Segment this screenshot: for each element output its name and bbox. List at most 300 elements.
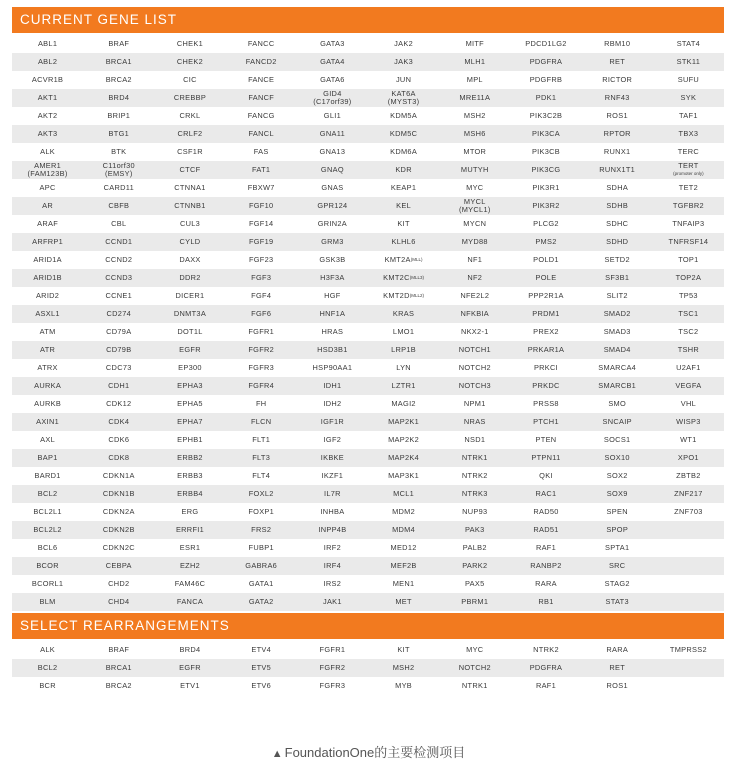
gene-cell: IDH1 [297,377,368,395]
rearrangement-gene-cell: ETV6 [226,677,297,695]
gene-cell: CCND1 [83,233,154,251]
gene-cell: ABL2 [12,53,83,71]
gene-cell: FGFR2 [226,341,297,359]
gene-cell: SDHA [582,179,653,197]
rearrangement-gene-cell: ROS1 [582,677,653,695]
gene-cell: CDH1 [83,377,154,395]
gene-cell: MAGI2 [368,395,439,413]
gene-cell: CDK4 [83,413,154,431]
gene-cell: ERRFI1 [154,521,225,539]
gene-cell: CIC [154,71,225,89]
gene-cell: BCL6 [12,539,83,557]
gene-cell: RAD51 [510,521,581,539]
gene-cell: TERT (promoter only) [653,161,724,179]
gene-cell: NOTCH2 [439,359,510,377]
gene-cell: IDH2 [297,395,368,413]
gene-panel [12,7,724,695]
gene-cell: FLT4 [226,467,297,485]
gene-cell: SDHB [582,197,653,215]
gene-cell: CHD4 [83,593,154,611]
gene-cell: MYCL (MYCL1) [439,197,510,215]
gene-cell: PIK3CA [510,125,581,143]
rearrangement-gene-cell: FGFR1 [297,641,368,659]
gene-cell: BRAF [83,35,154,53]
gene-cell: FANCD2 [226,53,297,71]
gene-cell: SNCAIP [582,413,653,431]
gene-cell: PTEN [510,431,581,449]
gene-cell: INPP4B [297,521,368,539]
gene-cell: IKZF1 [297,467,368,485]
gene-cell: AXL [12,431,83,449]
gene-cell: FGF19 [226,233,297,251]
gene-cell: ERBB4 [154,485,225,503]
gene-cell: BTK [83,143,154,161]
rearrangement-gene-cell: ETV1 [154,677,225,695]
gene-cell: VHL [653,395,724,413]
gene-cell: CDKN2A [83,503,154,521]
gene-cell: EPHA3 [154,377,225,395]
rearrangement-gene-cell: RAF1 [510,677,581,695]
gene-cell: RET [582,53,653,71]
gene-cell: EZH2 [154,557,225,575]
gene-cell: KAT6A (MYST3) [368,89,439,107]
gene-cell: MYCN [439,215,510,233]
gene-cell: FRS2 [226,521,297,539]
gene-cell: BARD1 [12,467,83,485]
gene-cell: CRKL [154,107,225,125]
gene-cell: U2AF1 [653,359,724,377]
gene-cell: FGF23 [226,251,297,269]
gene-cell: CHEK2 [154,53,225,71]
gene-cell: CDC73 [83,359,154,377]
gene-cell: PIK3CG [510,161,581,179]
gene-cell: TBX3 [653,125,724,143]
rearrangement-gene-cell: MYB [368,677,439,695]
gene-cell: TNFRSF14 [653,233,724,251]
gene-cell: FGF4 [226,287,297,305]
gene-cell: TERC [653,143,724,161]
gene-cell: ZNF217 [653,485,724,503]
gene-cell: FLCN [226,413,297,431]
gene-cell: PDCD1LG2 [510,35,581,53]
rearrangement-gene-cell: BRD4 [154,641,225,659]
gene-cell: HGF [297,287,368,305]
gene-cell: PARK2 [439,557,510,575]
gene-cell: MTOR [439,143,510,161]
gene-cell: PRKAR1A [510,341,581,359]
gene-cell: MDM4 [368,521,439,539]
gene-cell: VEGFA [653,377,724,395]
gene-cell: SRC [582,557,653,575]
gene-cell: CDKN2B [83,521,154,539]
gene-cell: FGF14 [226,215,297,233]
gene-cell: ARID1B [12,269,83,287]
gene-cell: MSH6 [439,125,510,143]
gene-cell: DNMT3A [154,305,225,323]
gene-cell: ARID2 [12,287,83,305]
gene-cell: LRP1B [368,341,439,359]
gene-cell: FOXL2 [226,485,297,503]
gene-cell: PBRM1 [439,593,510,611]
gene-cell: NKX2-1 [439,323,510,341]
rearrangement-gene-cell: BRCA2 [83,677,154,695]
rearrangements-grid [12,641,724,695]
gene-cell: POLD1 [510,251,581,269]
gene-cell: BTG1 [83,125,154,143]
gene-cell: IRF2 [297,539,368,557]
gene-cell: NOTCH1 [439,341,510,359]
gene-cell: BAP1 [12,449,83,467]
gene-cell: RAF1 [510,539,581,557]
gene-cell: MEF2B [368,557,439,575]
gene-cell: CREBBP [154,89,225,107]
gene-cell: TOP1 [653,251,724,269]
gene-cell: HSP90AA1 [297,359,368,377]
rearrangement-gene-cell: MSH2 [368,659,439,677]
gene-cell: NPM1 [439,395,510,413]
gene-cell: AXIN1 [12,413,83,431]
gene-cell: SOCS1 [582,431,653,449]
gene-cell: JUN [368,71,439,89]
gene-cell: IGF1R [297,413,368,431]
current-gene-list-header: CURRENT GENE LIST [12,7,724,33]
gene-cell: GATA4 [297,53,368,71]
gene-cell: EPHA5 [154,395,225,413]
gene-cell: CCND3 [83,269,154,287]
gene-cell: CYLD [154,233,225,251]
gene-cell: ACVR1B [12,71,83,89]
gene-cell: IRF4 [297,557,368,575]
gene-cell: FANCE [226,71,297,89]
gene-cell: RPTOR [582,125,653,143]
gene-cell: SPOP [582,521,653,539]
gene-cell: PTCH1 [510,413,581,431]
gene-empty-cell [653,593,724,611]
gene-cell: CBL [83,215,154,233]
gene-cell: STAT3 [582,593,653,611]
rearrangement-gene-cell: BCR [12,677,83,695]
gene-cell: SMAD2 [582,305,653,323]
gene-cell: BCL2L1 [12,503,83,521]
rearrangement-gene-cell: NTRK2 [510,641,581,659]
gene-cell: BRIP1 [83,107,154,125]
gene-cell: SMO [582,395,653,413]
gene-cell: BCL2 [12,485,83,503]
gene-cell: ESR1 [154,539,225,557]
gene-cell: RB1 [510,593,581,611]
rearrangement-gene-cell: RET [582,659,653,677]
rearrangement-gene-cell: MYC [439,641,510,659]
gene-cell: ALK [12,143,83,161]
gene-cell: PREX2 [510,323,581,341]
gene-cell: PIK3C2B [510,107,581,125]
gene-cell: GRM3 [297,233,368,251]
gene-cell: MLH1 [439,53,510,71]
gene-cell: KLHL6 [368,233,439,251]
gene-cell: CDKN1A [83,467,154,485]
gene-cell: SUFU [653,71,724,89]
gene-cell: TAF1 [653,107,724,125]
rearrangement-gene-empty-cell [653,677,724,695]
gene-cell: KRAS [368,305,439,323]
gene-cell: FUBP1 [226,539,297,557]
gene-cell: KDR [368,161,439,179]
gene-cell: ROS1 [582,107,653,125]
gene-cell: SOX10 [582,449,653,467]
gene-cell: FANCL [226,125,297,143]
gene-cell: GNAS [297,179,368,197]
gene-cell: GATA1 [226,575,297,593]
gene-cell: RAD50 [510,503,581,521]
gene-cell: HRAS [297,323,368,341]
gene-cell: NUP93 [439,503,510,521]
gene-cell: FANCG [226,107,297,125]
gene-cell: PDGFRA [510,53,581,71]
gene-cell: CD274 [83,305,154,323]
gene-cell: FANCF [226,89,297,107]
gene-cell: MSH2 [439,107,510,125]
gene-cell: GSK3B [297,251,368,269]
gene-cell: PRKDC [510,377,581,395]
gene-cell: PIK3R2 [510,197,581,215]
gene-cell: ERBB3 [154,467,225,485]
gene-cell: RNF43 [582,89,653,107]
gene-cell: WT1 [653,431,724,449]
gene-cell: ATRX [12,359,83,377]
gene-cell: FGF10 [226,197,297,215]
gene-empty-cell [653,575,724,593]
gene-cell: STAT4 [653,35,724,53]
gene-cell: SETD2 [582,251,653,269]
gene-cell: MYC [439,179,510,197]
rearrangement-gene-cell: FGFR3 [297,677,368,695]
gene-cell: CHD2 [83,575,154,593]
select-rearrangements-header: SELECT REARRANGEMENTS [12,613,724,639]
rearrangement-gene-cell: BRAF [83,641,154,659]
gene-cell: STAG2 [582,575,653,593]
gene-cell: KMT2D (MLL2) [368,287,439,305]
gene-cell: GLI1 [297,107,368,125]
gene-cell: TET2 [653,179,724,197]
gene-cell: MAP3K1 [368,467,439,485]
gene-cell: STK11 [653,53,724,71]
rearrangement-gene-cell: ETV4 [226,641,297,659]
gene-cell: CTCF [154,161,225,179]
gene-cell: CDKN1B [83,485,154,503]
gene-cell: CDKN2C [83,539,154,557]
gene-cell: FGFR4 [226,377,297,395]
gene-cell: SOX2 [582,467,653,485]
gene-cell: ABL1 [12,35,83,53]
gene-cell: SF3B1 [582,269,653,287]
gene-cell: CARD11 [83,179,154,197]
gene-cell: GNA13 [297,143,368,161]
gene-cell: RBM10 [582,35,653,53]
gene-cell: LZTR1 [368,377,439,395]
gene-list-grid [12,35,724,611]
gene-cell: CSF1R [154,143,225,161]
gene-cell: POLE [510,269,581,287]
gene-cell: PTPN11 [510,449,581,467]
gene-cell: PRSS8 [510,395,581,413]
gene-cell: TNFAIP3 [653,215,724,233]
gene-cell: SPTA1 [582,539,653,557]
figure-caption [0,742,737,761]
gene-cell: ATM [12,323,83,341]
gene-cell: PAK3 [439,521,510,539]
gene-cell: FOXP1 [226,503,297,521]
gene-cell: PLCG2 [510,215,581,233]
gene-cell: CTNNA1 [154,179,225,197]
gene-cell: ZNF703 [653,503,724,521]
gene-cell: NTRK1 [439,449,510,467]
gene-cell: NF2 [439,269,510,287]
gene-cell: PRDM1 [510,305,581,323]
rearrangement-gene-cell: PDGFRA [510,659,581,677]
gene-cell: BLM [12,593,83,611]
gene-cell: DOT1L [154,323,225,341]
rearrangement-gene-cell: ALK [12,641,83,659]
gene-cell: BRCA2 [83,71,154,89]
gene-cell: NRAS [439,413,510,431]
gene-cell: CDK6 [83,431,154,449]
gene-empty-cell [653,521,724,539]
gene-cell: RUNX1T1 [582,161,653,179]
gene-cell: AMER1 (FAM123B) [12,161,83,179]
gene-cell: IKBKE [297,449,368,467]
gene-cell: MCL1 [368,485,439,503]
gene-cell: AKT1 [12,89,83,107]
gene-cell: PAX5 [439,575,510,593]
gene-cell: PMS2 [510,233,581,251]
gene-cell: IGF2 [297,431,368,449]
gene-cell: RARA [510,575,581,593]
gene-cell: GRIN2A [297,215,368,233]
gene-cell: LYN [368,359,439,377]
gene-cell: AURKB [12,395,83,413]
gene-cell: SYK [653,89,724,107]
gene-cell: MPL [439,71,510,89]
rearrangement-gene-empty-cell [653,659,724,677]
gene-cell: CRLF2 [154,125,225,143]
gene-cell: XPO1 [653,449,724,467]
gene-cell: FGF3 [226,269,297,287]
gene-cell: ARFRP1 [12,233,83,251]
gene-cell: FGFR1 [226,323,297,341]
gene-cell: CDK12 [83,395,154,413]
gene-cell: DDR2 [154,269,225,287]
gene-cell: ARID1A [12,251,83,269]
gene-cell: IL7R [297,485,368,503]
gene-cell: FAM46C [154,575,225,593]
gene-cell: EGFR [154,341,225,359]
gene-cell: TSHR [653,341,724,359]
gene-cell: TSC1 [653,305,724,323]
rearrangement-gene-cell: FGFR2 [297,659,368,677]
gene-cell: MAP2K4 [368,449,439,467]
gene-cell: EPHA7 [154,413,225,431]
gene-cell: FH [226,395,297,413]
gene-cell: TGFBR2 [653,197,724,215]
gene-cell: TP53 [653,287,724,305]
gene-cell: CBFB [83,197,154,215]
gene-empty-cell [653,557,724,575]
rearrangement-gene-cell: ETV5 [226,659,297,677]
gene-cell: MUTYH [439,161,510,179]
gene-cell: MEN1 [368,575,439,593]
gene-cell: SPEN [582,503,653,521]
gene-cell: AKT2 [12,107,83,125]
gene-cell: PIK3R1 [510,179,581,197]
gene-cell: CD79B [83,341,154,359]
gene-cell: NOTCH3 [439,377,510,395]
gene-cell: SLIT2 [582,287,653,305]
gene-cell: SMARCA4 [582,359,653,377]
rearrangement-gene-cell: EGFR [154,659,225,677]
gene-cell: MRE11A [439,89,510,107]
gene-cell: RUNX1 [582,143,653,161]
gene-cell: SMAD3 [582,323,653,341]
gene-cell: NFE2L2 [439,287,510,305]
gene-cell: PPP2R1A [510,287,581,305]
gene-cell: ARAF [12,215,83,233]
gene-cell: APC [12,179,83,197]
gene-cell: AR [12,197,83,215]
gene-cell: BRD4 [83,89,154,107]
gene-cell: KEAP1 [368,179,439,197]
gene-cell: KDM6A [368,143,439,161]
gene-cell: BCORL1 [12,575,83,593]
gene-cell: ZBTB2 [653,467,724,485]
gene-cell: MDM2 [368,503,439,521]
gene-cell: CCNE1 [83,287,154,305]
caption-text: FoundationOne的主要检测项目 [284,745,466,760]
gene-cell: KMT2C (MLL3) [368,269,439,287]
gene-cell: PRKCI [510,359,581,377]
gene-cell: NTRK2 [439,467,510,485]
rearrangement-gene-cell: KIT [368,641,439,659]
gene-cell: SDHD [582,233,653,251]
gene-cell: FANCC [226,35,297,53]
gene-cell: MED12 [368,539,439,557]
gene-cell: RANBP2 [510,557,581,575]
gene-cell: SOX9 [582,485,653,503]
gene-cell: AKT3 [12,125,83,143]
gene-cell: NFKBIA [439,305,510,323]
gene-cell: CDK8 [83,449,154,467]
gene-cell: GID4 (C17orf39) [297,89,368,107]
gene-cell: CCND2 [83,251,154,269]
rearrangement-gene-cell: RARA [582,641,653,659]
gene-cell: INHBA [297,503,368,521]
gene-cell: FAS [226,143,297,161]
gene-cell: SMARCB1 [582,377,653,395]
gene-cell: LMO1 [368,323,439,341]
gene-cell: FBXW7 [226,179,297,197]
gene-cell: HNF1A [297,305,368,323]
gene-cell: MAP2K1 [368,413,439,431]
gene-cell: GNA11 [297,125,368,143]
gene-cell: GATA2 [226,593,297,611]
gene-cell: FGFR3 [226,359,297,377]
gene-cell: AURKA [12,377,83,395]
gene-cell: ATR [12,341,83,359]
rearrangement-gene-cell: NOTCH2 [439,659,510,677]
gene-cell: JAK2 [368,35,439,53]
gene-cell: RAC1 [510,485,581,503]
gene-cell: BRCA1 [83,53,154,71]
gene-cell: BCOR [12,557,83,575]
